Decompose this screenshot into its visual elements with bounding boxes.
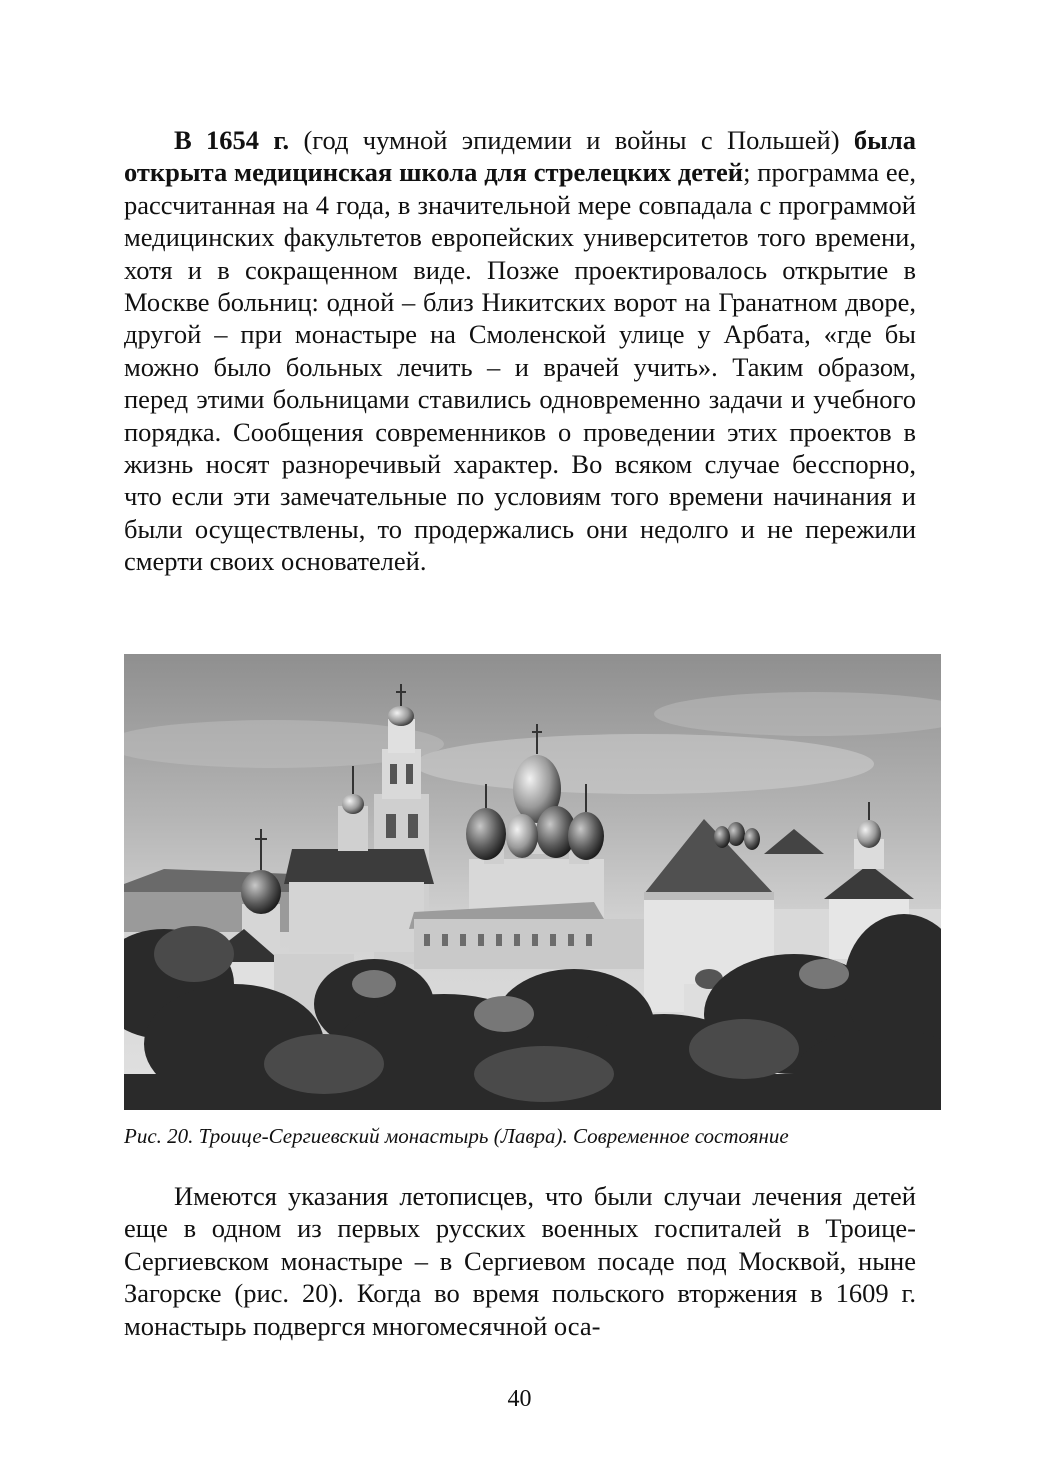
page-body-continued: [124, 1180, 916, 1342]
paragraph-1-text-a: (год чумной эпидемии и войны с Польшей): [289, 125, 854, 155]
paragraph-2: Имеются указания летописцев, что были случаи лечения детей еще в одном из первых русских военных госпиталей в Троице-Сергиевском монастыре – в Сергиевом посаде под Москвой, ныне Загорске (рис. 20). Когда во время польского вторжения в 1609 г. монастырь подвергся многомесячной оса-: [124, 1181, 916, 1341]
paragraph-1-bold: была открыта медицинская школа для стрелецких детей: [124, 125, 916, 188]
paragraph-1-text-b: ; программа ее, рассчитанная на 4 года, в значительной мере совпадала с программой медицинских факультетов европейских университетов того времени, хотя и в сокращенном виде. Позже проектировалось открытие в Москве больниц: одной – близ Никитских ворот на Гранатном дворе, другой – при монастыре на Смоленской улице у Арбата, «где бы можно было больных лечить – и врачей учить». Таким образом, перед этими больницами ставились одновременно задачи и учебного порядка. Сообщения современников о проведении этих проектов в жизнь носят разноречивый характер. Во всяком случае бесспорно, что если эти замечательные по условиям того времени начинания и были осуществлены, то продержались они недолго и не пережили смерти своих основателей.: [124, 157, 916, 577]
paragraph-1-lead: В 1654 г.: [174, 125, 290, 155]
figure-caption: Рис. 20. Троице-Сергиевский монастырь (Лавра). Современное состояние: [124, 1124, 789, 1148]
page-number: 40: [507, 1386, 532, 1412]
page-body: [124, 124, 916, 578]
monastery-photo: [124, 654, 941, 1110]
paragraph-1: [124, 124, 916, 578]
